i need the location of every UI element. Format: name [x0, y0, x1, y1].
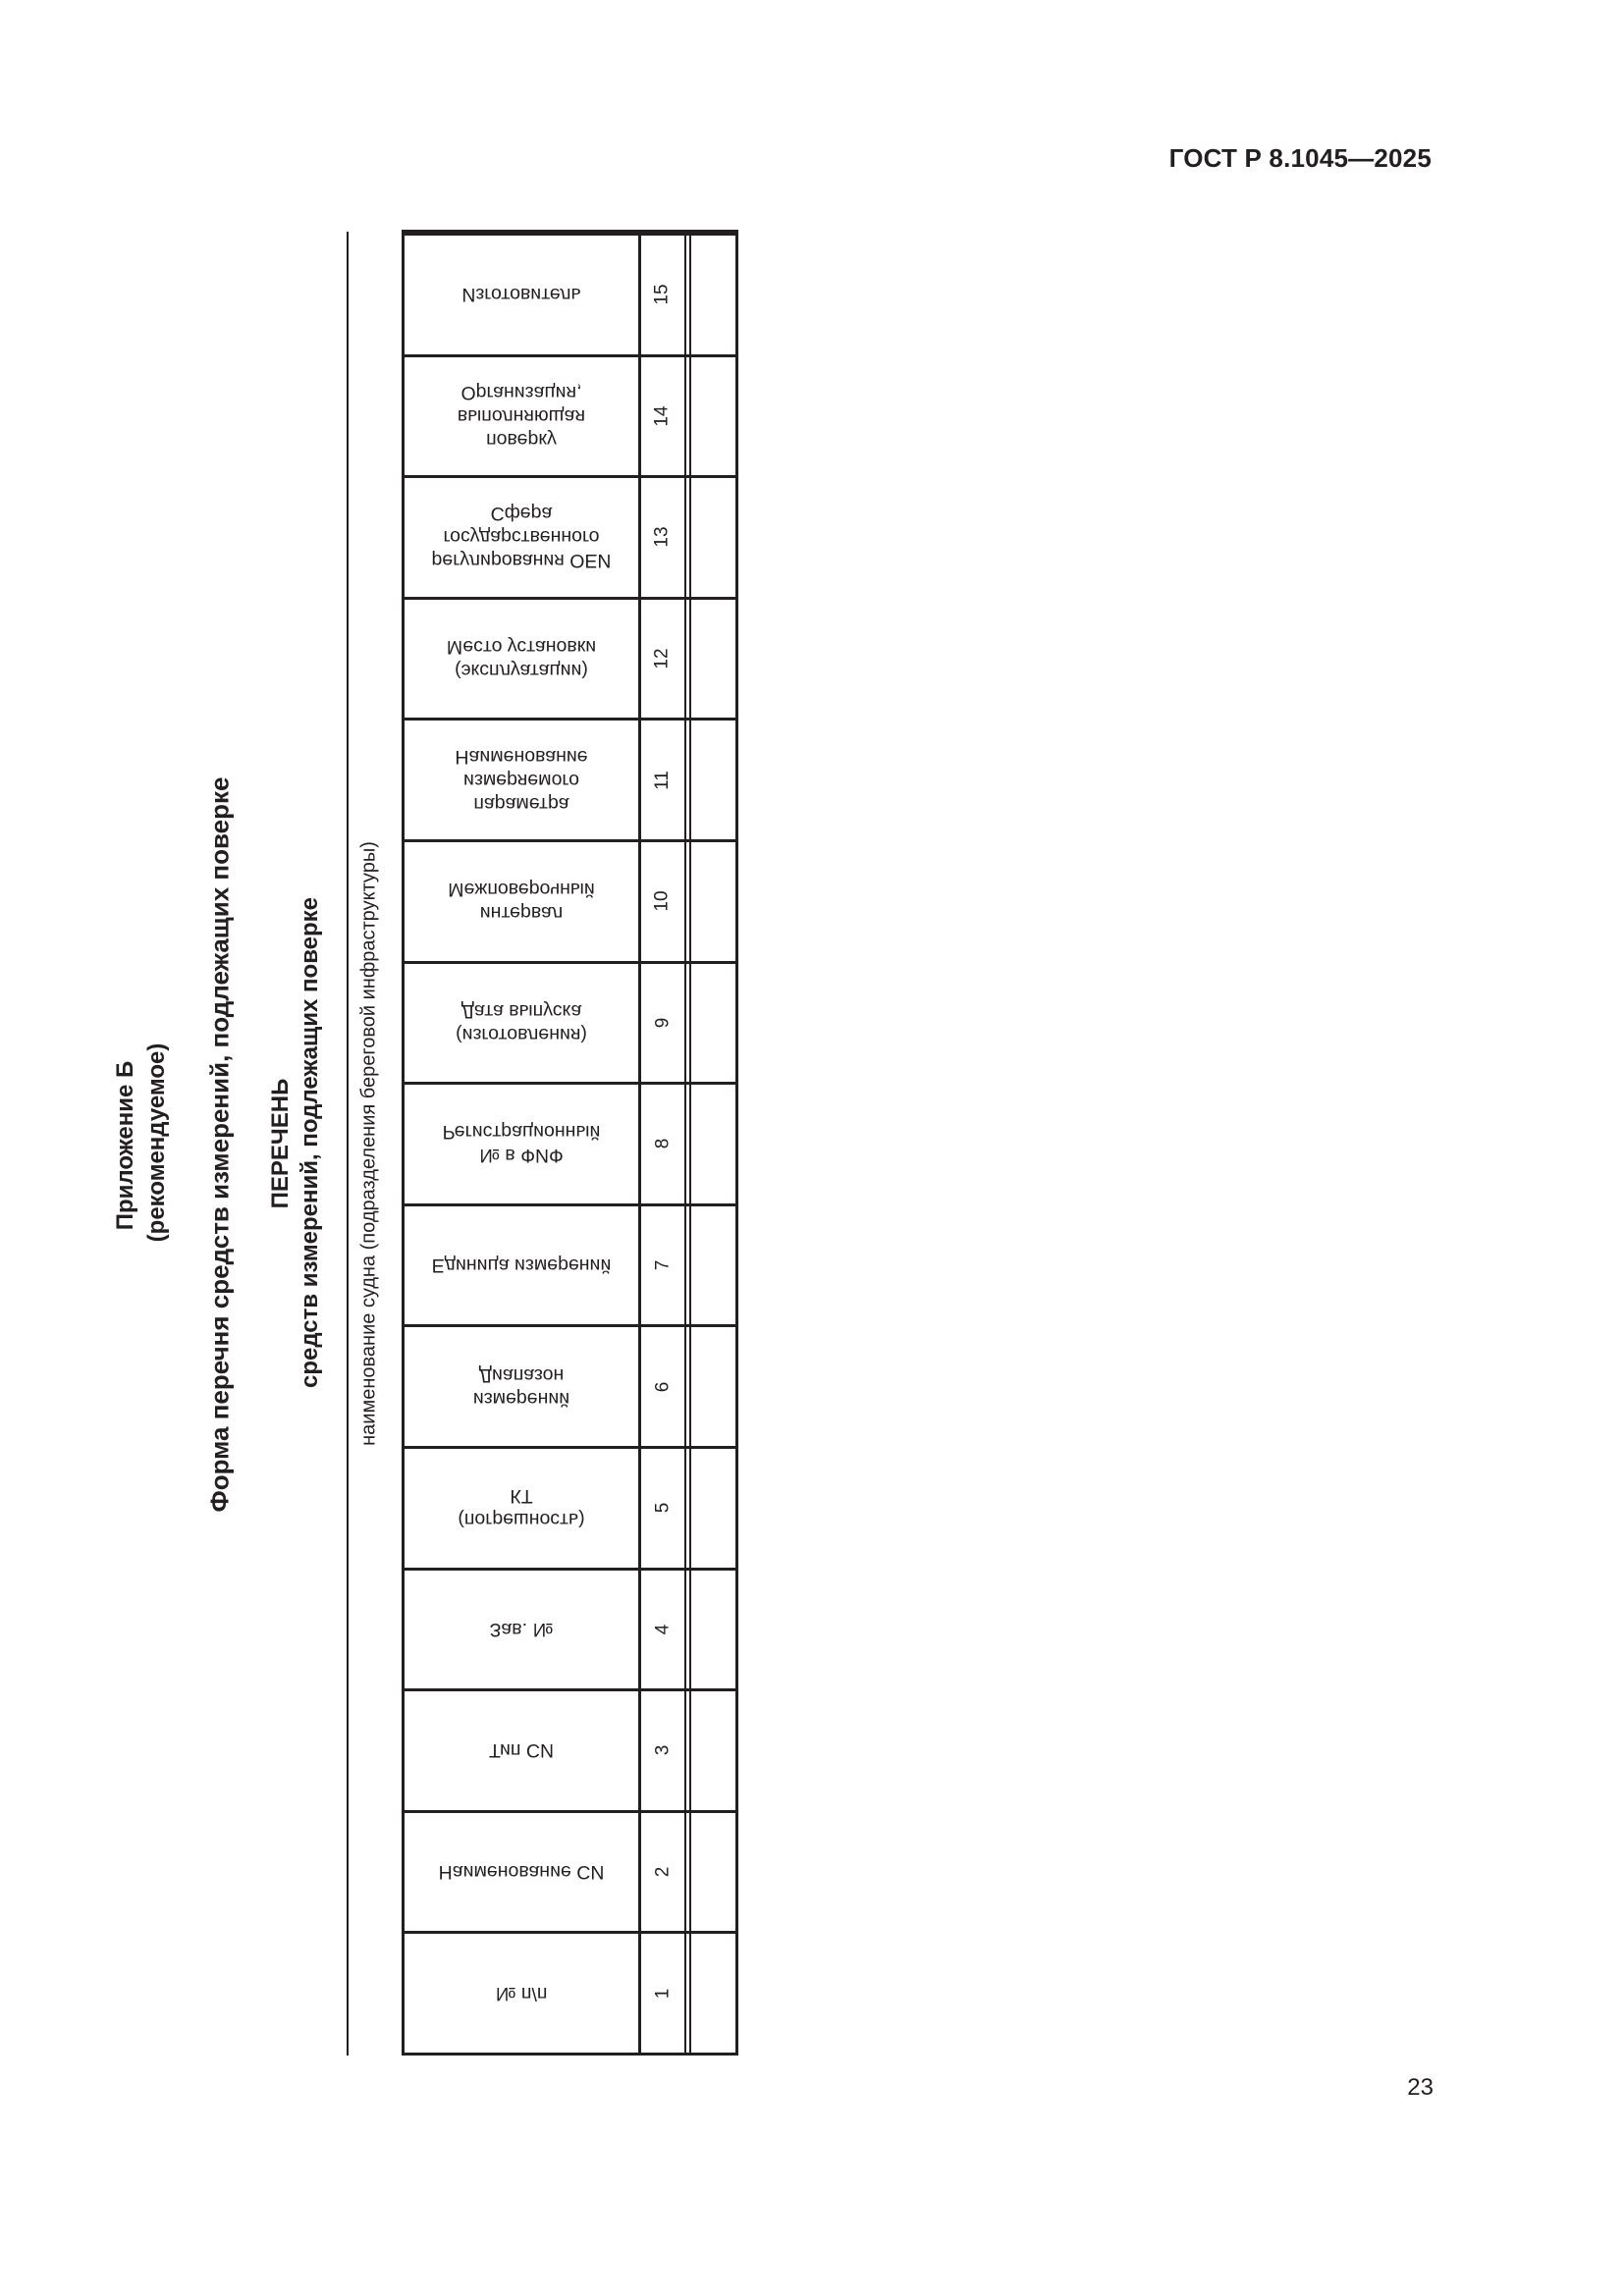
column-number: 10	[651, 890, 673, 912]
vessel-name-fill-line	[347, 232, 349, 2056]
column-header-line: КТ	[510, 1485, 533, 1508]
column-number-cell	[641, 1085, 686, 1203]
column-header-line: Единица измерений	[431, 1255, 612, 1277]
table-column-row-4	[405, 1568, 735, 1689]
column-header-cell	[405, 236, 641, 354]
column-header-cell	[405, 1085, 641, 1203]
column-header-line: параметра	[473, 792, 569, 815]
column-header-line: (погрешность)	[458, 1509, 585, 1531]
column-header-line: № в ФИФ	[479, 1145, 564, 1167]
column-header-cell	[405, 721, 641, 839]
column-header-cell	[405, 1449, 641, 1568]
column-header-line: Диапазон	[478, 1363, 565, 1386]
list-title: ПЕРЕЧЕНЬ	[267, 1078, 294, 1209]
column-header-cell	[405, 1206, 641, 1325]
data-cell[interactable]	[691, 1085, 735, 1203]
column-header-line: Сфера	[490, 503, 553, 525]
column-number-cell	[641, 1327, 686, 1446]
data-cell[interactable]	[691, 1813, 735, 1932]
data-cell[interactable]	[691, 721, 735, 839]
data-cell[interactable]	[691, 1571, 735, 1689]
column-header-cell	[405, 1934, 641, 2053]
data-cell[interactable]	[691, 1206, 735, 1325]
column-header-line: (изготовления)	[456, 1023, 587, 1045]
column-header-text	[447, 635, 596, 682]
column-header-line: Изготовитель	[461, 284, 581, 306]
column-header-line: (эксплуатации)	[455, 660, 588, 682]
column-number: 12	[651, 648, 673, 669]
data-cell[interactable]	[691, 842, 735, 961]
column-header-cell	[405, 842, 641, 961]
table-column-row-10	[405, 839, 735, 961]
data-cell[interactable]	[691, 964, 735, 1083]
table-column-row-13	[405, 475, 735, 597]
table-column-row-8	[405, 1082, 735, 1203]
vessel-name-caption: наименование судна (подразделения береговой инфраструктуры)	[357, 841, 380, 1446]
column-number: 7	[651, 1259, 673, 1271]
column-number-cell	[641, 1206, 686, 1325]
column-number-cell	[641, 1449, 686, 1568]
column-number: 3	[651, 1745, 673, 1756]
data-cell[interactable]	[691, 1449, 735, 1568]
column-header-text	[439, 1860, 605, 1884]
column-header-line: Место установки	[446, 636, 597, 659]
data-cell[interactable]	[691, 1691, 735, 1810]
list-subtitle: средств измерений, подлежащих поверке	[297, 896, 323, 1389]
column-header-cell	[405, 964, 641, 1083]
column-number: 9	[651, 1017, 673, 1029]
column-header-line: государственного	[443, 526, 600, 549]
data-cell[interactable]	[691, 1934, 735, 2053]
column-header-line: Тип СИ	[488, 1739, 555, 1762]
column-header-text	[489, 1738, 554, 1762]
column-number-cell	[641, 478, 686, 597]
data-cell[interactable]	[691, 478, 735, 597]
column-number-cell	[641, 842, 686, 961]
table-column-row-14	[405, 354, 735, 476]
column-number-cell	[641, 1934, 686, 2053]
column-header-line: Регистрационный	[442, 1121, 601, 1144]
data-cell[interactable]	[691, 357, 735, 476]
table-column-row-3	[405, 1688, 735, 1810]
column-header-line: Наименование	[455, 745, 588, 768]
column-header-cell	[405, 1327, 641, 1446]
column-header-line: измерений	[472, 1387, 570, 1410]
column-header-cell	[405, 1813, 641, 1932]
data-cell[interactable]	[691, 600, 735, 719]
column-number: 14	[651, 405, 673, 427]
column-header-text	[455, 745, 587, 816]
column-header-line: измеряемого	[463, 769, 579, 791]
column-header-cell	[405, 1571, 641, 1689]
column-header-text	[496, 1982, 548, 2005]
page-number: 23	[1407, 2074, 1434, 2101]
column-header-line: регулирования ОЕИ	[431, 550, 612, 572]
column-number-cell	[641, 600, 686, 719]
column-header-text	[456, 999, 587, 1046]
column-header-cell	[405, 1691, 641, 1810]
column-header-line: Дата выпуска	[460, 999, 582, 1022]
document-code: ГОСТ Р 8.1045—2025	[1168, 143, 1432, 173]
data-cell[interactable]	[691, 236, 735, 354]
column-header-text	[458, 381, 585, 452]
table-column-row-12	[405, 597, 735, 719]
column-number: 13	[651, 526, 673, 549]
column-number: 8	[651, 1139, 673, 1149]
table-column-row-7	[405, 1203, 735, 1325]
column-number: 6	[651, 1381, 673, 1392]
table-column-row-1	[405, 1931, 735, 2053]
column-number-cell	[641, 1691, 686, 1810]
column-header-line: выполняющая	[457, 404, 586, 427]
table-column-row-11	[405, 718, 735, 839]
column-header-text	[461, 283, 580, 306]
column-number: 11	[651, 770, 673, 790]
column-number-cell	[641, 1571, 686, 1689]
column-number-cell	[641, 964, 686, 1083]
column-number-cell	[641, 1813, 686, 1932]
table-column-row-9	[405, 961, 735, 1083]
column-number: 15	[651, 284, 673, 305]
column-header-text	[443, 1120, 601, 1167]
data-cell[interactable]	[691, 1327, 735, 1446]
column-header-line: поверку	[486, 428, 557, 451]
column-header-line: интервал	[479, 902, 564, 925]
column-number: 5	[651, 1502, 673, 1514]
column-header-line: Зав. №	[489, 1618, 554, 1640]
instruments-form-table	[402, 230, 738, 2056]
appendix-title: Приложение Б	[112, 1060, 138, 1231]
appendix-status: (рекомендуемое)	[143, 1042, 170, 1243]
table-column-row-6	[405, 1324, 735, 1446]
column-number: 2	[651, 1866, 673, 1878]
column-header-text	[458, 1484, 584, 1531]
column-number-cell	[641, 357, 686, 476]
column-number: 1	[651, 1988, 673, 1999]
column-number: 4	[651, 1624, 673, 1635]
form-title: Форма перечня средств измерений, подлежащих поверке	[204, 776, 235, 1513]
column-header-cell	[405, 357, 641, 476]
table-column-row-2	[405, 1810, 735, 1932]
column-header-text	[432, 502, 612, 572]
column-header-text	[432, 1254, 612, 1277]
column-header-line: Наименование СИ	[438, 1861, 605, 1884]
column-header-cell	[405, 600, 641, 719]
column-header-line: Организация,	[460, 381, 582, 403]
column-number-cell	[641, 236, 686, 354]
column-header-cell	[405, 478, 641, 597]
table-column-row-15	[405, 233, 735, 354]
column-header-line: № п/п	[495, 1982, 548, 2004]
column-header-text	[490, 1618, 554, 1641]
column-header-text	[448, 878, 595, 925]
column-header-line: Межповерочный	[448, 879, 595, 901]
table-column-row-5	[405, 1446, 735, 1568]
column-number-cell	[641, 721, 686, 839]
column-header-text	[473, 1363, 569, 1411]
